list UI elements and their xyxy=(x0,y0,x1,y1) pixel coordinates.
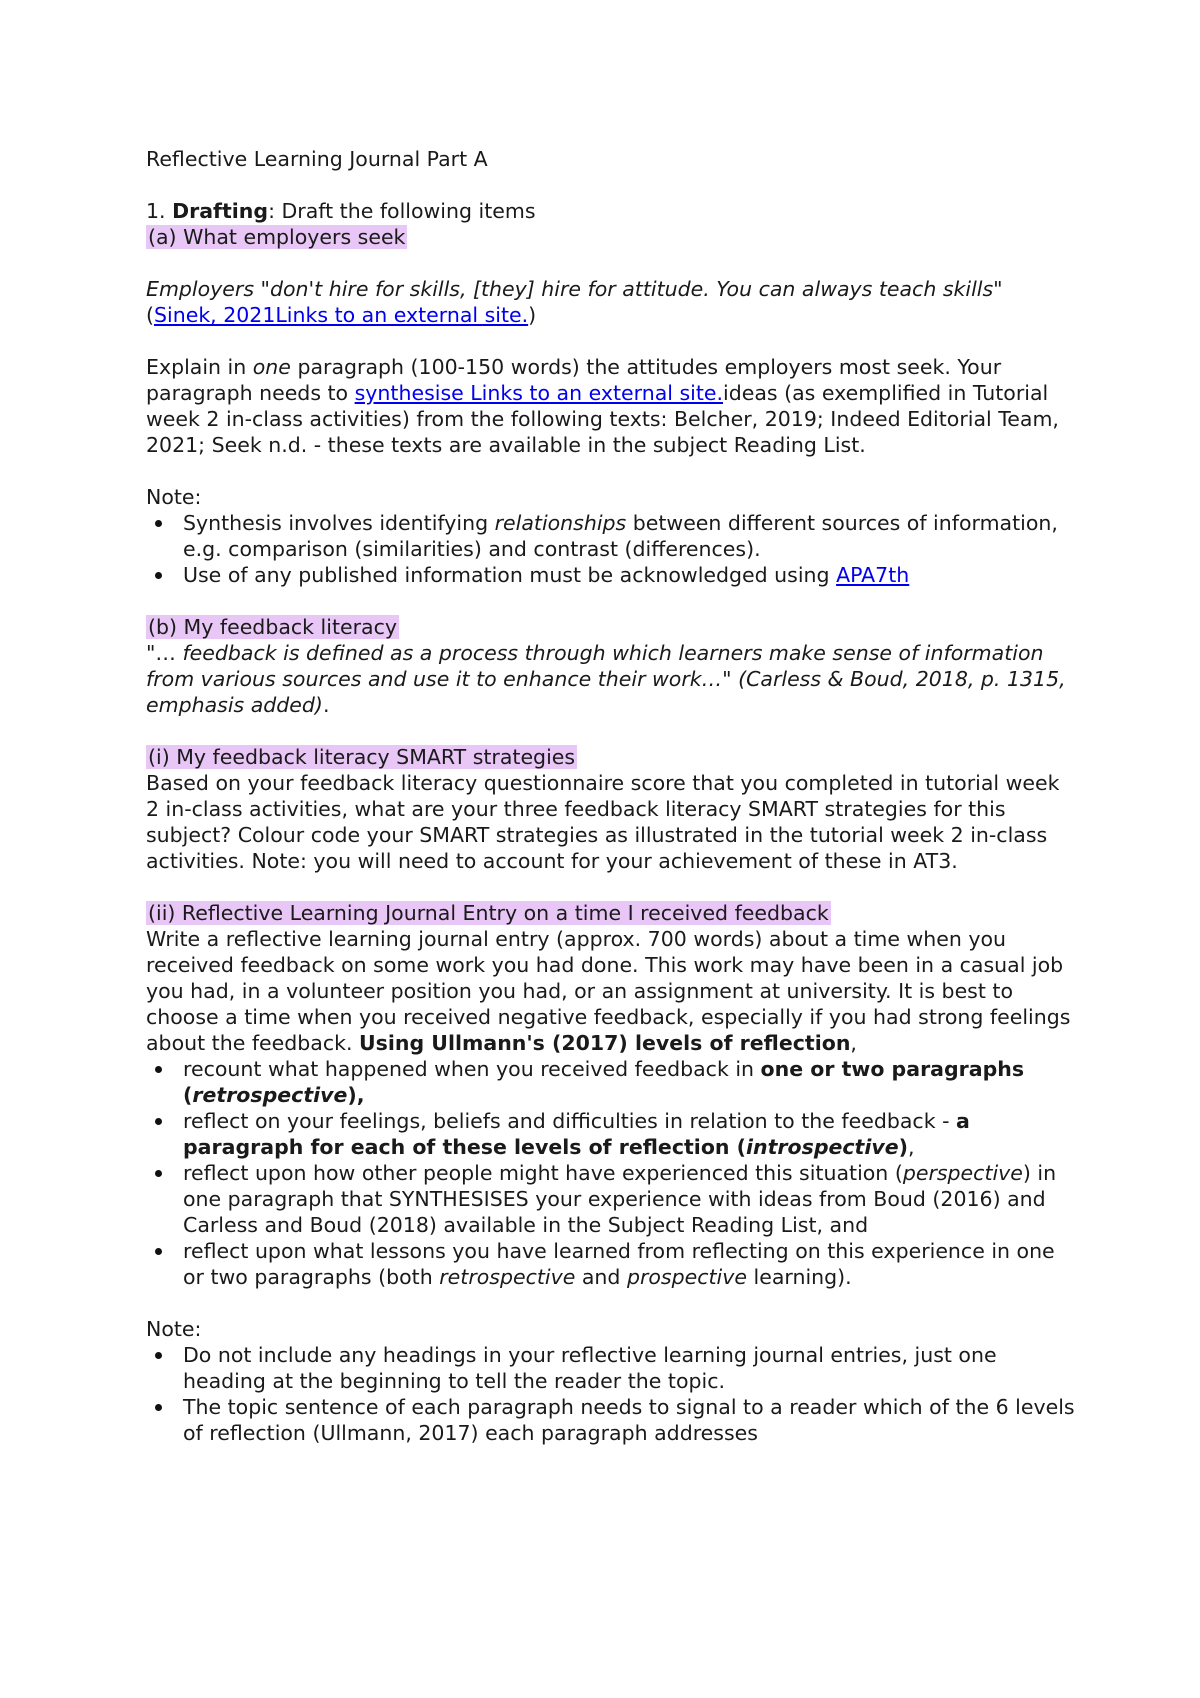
note-2-text: Use of any published information must be acknowledged using xyxy=(183,563,837,587)
list-item xyxy=(146,1056,1076,1108)
paren-close: ) xyxy=(528,303,537,327)
section-a-heading-line xyxy=(146,224,1076,250)
quote-end: . xyxy=(322,693,330,717)
bullet-4-text: reflect upon what lessons you have learned from reflecting on this experience in one or two paragraphs (both xyxy=(183,1239,1055,1289)
bullet-3-text: reflect upon how other people might have experienced this situation ( xyxy=(183,1161,903,1185)
bullet-1-bold-text: one or two paragraphs ( xyxy=(183,1057,1025,1107)
note-label-ii: Note: xyxy=(146,1317,202,1341)
bullet-3-emphasis: perspective xyxy=(902,1161,1023,1185)
section-i-heading: (i) My feedback literacy SMART strategies xyxy=(148,745,576,769)
explain-paragraph xyxy=(146,354,1076,458)
section-b-heading-line xyxy=(146,614,1076,640)
paren-open: ( xyxy=(146,303,154,327)
list-item xyxy=(146,510,1076,562)
bullet-1-emphasis: retrospective xyxy=(192,1083,348,1107)
document-title: Reflective Learning Journal Part A xyxy=(146,147,488,171)
drafting-number: 1. xyxy=(146,199,173,223)
list-item xyxy=(146,1160,1076,1238)
bullet-4-emphasis-2: prospective xyxy=(626,1265,747,1289)
explain-emphasis: one xyxy=(252,355,291,379)
explain-text-2: paragraph (100-150 words) the attitudes employers most seek. Your paragraph needs to xyxy=(146,355,1002,405)
drafting-rest: : Draft the following items xyxy=(268,199,536,223)
list-item xyxy=(146,1108,1076,1160)
apa7th-link[interactable]: APA7th xyxy=(836,563,910,587)
list-item xyxy=(146,1238,1076,1290)
note-1-text-end: between different sources of information, e.g. comparison (similarities) and contrast (differences). xyxy=(183,511,1058,561)
sinek-quote xyxy=(146,276,1076,328)
bullet-4-emphasis-1: retrospective xyxy=(439,1265,576,1289)
bullet-1-text: recount what happened when you received feedback in xyxy=(183,1057,761,1081)
drafting-bold: Drafting xyxy=(172,199,269,223)
section-a-heading: (a) What employers seek xyxy=(148,225,406,249)
section-i-heading-line xyxy=(146,744,1076,770)
note-1-emphasis: relationships xyxy=(494,511,627,535)
carless-quote-text: feedback is defined as a process through which learners make sense of information from various sources and use it to enhance their work…" (Carless & Boud, 2018, p. 1315, emphasis added) xyxy=(146,641,1066,717)
synthesise-link[interactable]: synthesise Links to an external site. xyxy=(354,381,724,405)
list-item: The topic sentence of each paragraph needs to signal to a reader which of the 6 levels of reflection (Ullmann, 2017) each paragraph addresses xyxy=(146,1394,1076,1446)
bullet-2-text: reflect on your feelings, beliefs and difficulties in relation to the feedback - xyxy=(183,1109,957,1133)
list-item: Do not include any headings in your reflective learning journal entries, just one heading at the beginning to tell the reader the topic. xyxy=(146,1342,1076,1394)
section-ii-comma: , xyxy=(850,1031,857,1055)
bullet-1-end: ), xyxy=(347,1083,365,1107)
drafting-line xyxy=(146,198,1076,224)
quote-open: "… xyxy=(146,641,183,665)
carless-quote xyxy=(146,640,1076,718)
bullet-2-bold-text: a paragraph for each of these levels of reflection ( xyxy=(183,1109,970,1159)
section-ii-heading: (ii) Reflective Learning Journal Entry on a time I received feedback xyxy=(148,901,829,925)
document-page xyxy=(146,146,1076,1446)
bullet-2-bold-end: ) xyxy=(898,1135,909,1159)
list-item xyxy=(146,562,1076,588)
section-ii-body xyxy=(146,926,1076,1056)
sinek-link[interactable]: Sinek, 2021Links to an external site. xyxy=(154,303,529,327)
section-i-body: Based on your feedback literacy questionnaire score that you completed in tutorial week 2 in-class activities, what are your three feedback literacy SMART strategies for this subject? Colour code your SMART strategies as illustrated in the tutorial week 2 in-class activities. Note: you will need to account for your achievement of these in AT3. xyxy=(146,771,1060,873)
bullet-4-end: learning). xyxy=(747,1265,852,1289)
section-ii-text: Write a reflective learning journal entry (approx. 700 words) about a time when you received feedback on some work you had done. This work may have been in a casual job you had, in a volunteer position you had, or an assignment at university. It is best to choose a time when you received negative feedback, especially if you had strong feelings about the feedback. xyxy=(146,927,1071,1055)
note-1-text: Synthesis involves identifying xyxy=(183,511,495,535)
bullet-2-end: , xyxy=(908,1135,915,1159)
note-list-ii xyxy=(146,1342,1076,1446)
bullet-2-emphasis: introspective xyxy=(746,1135,899,1159)
sinek-quote-text: Employers "don't hire for skills, [they] hire for attitude. You can always teach skills" xyxy=(146,277,1003,301)
reflection-list xyxy=(146,1056,1076,1290)
ullmann-bold: Using Ullmann's (2017) levels of reflection xyxy=(359,1031,851,1055)
note-label-a: Note: xyxy=(146,485,202,509)
bullet-3-text-end: ) in one paragraph that SYNTHESISES your experience with ideas from Boud (2016) and Carless and Boud (2018) available in the Subject Reading List, and xyxy=(183,1161,1057,1237)
section-ii-heading-line xyxy=(146,900,1076,926)
bullet-4-mid: and xyxy=(575,1265,627,1289)
explain-text-1: Explain in xyxy=(146,355,253,379)
note-list-a xyxy=(146,510,1076,588)
section-b-heading: (b) My feedback literacy xyxy=(148,615,397,639)
explain-text-3: ideas (as exemplified in Tutorial week 2 in-class activities) from the following texts: Belcher, 2019; Indeed Editorial Team, 2021; Seek n.d. - these texts are available in the subject Reading List. xyxy=(146,381,1059,457)
